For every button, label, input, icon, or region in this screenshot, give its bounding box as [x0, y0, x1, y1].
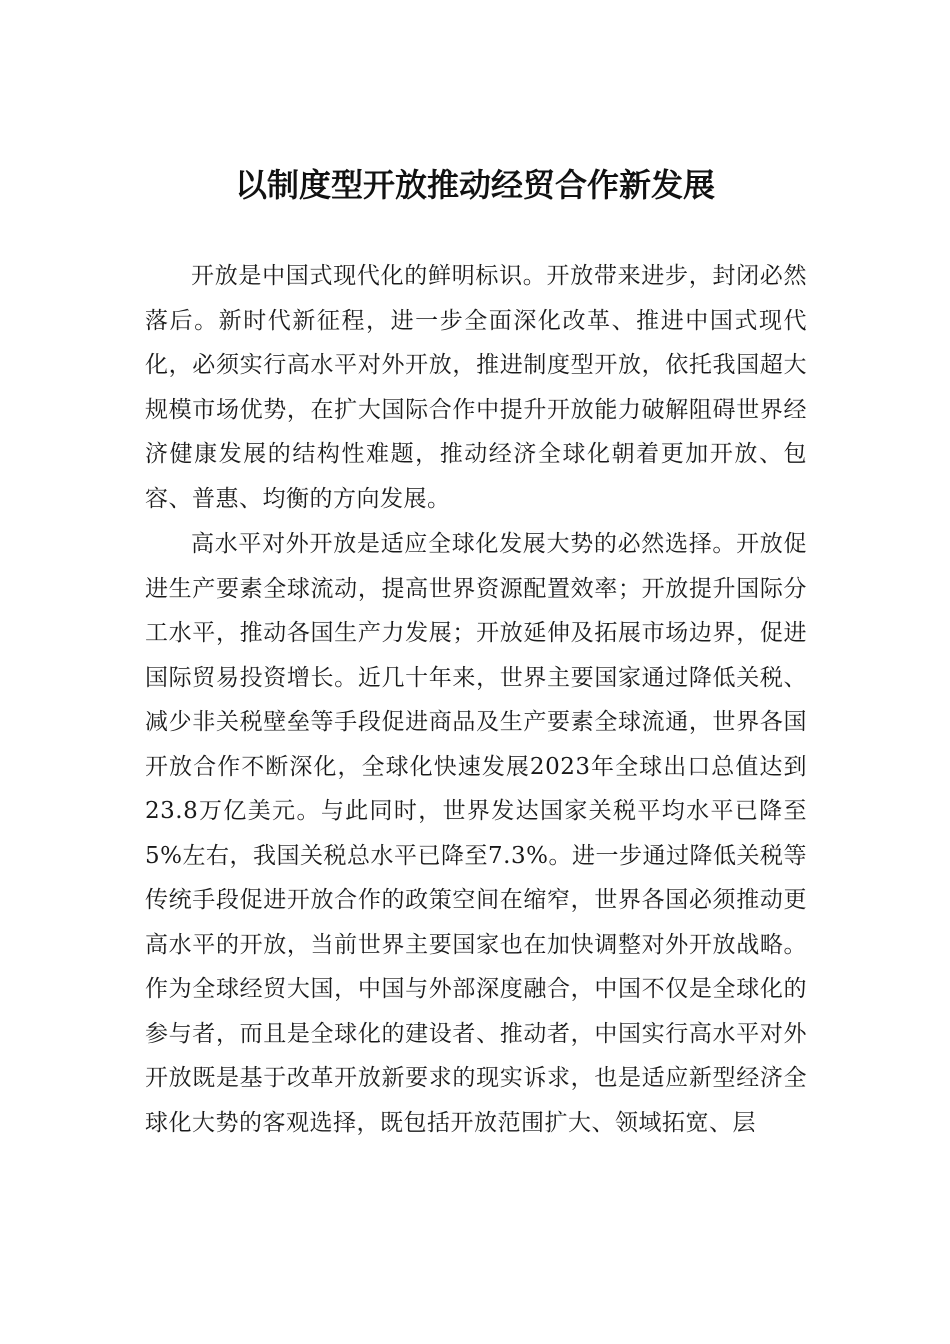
- document-body: [145, 254, 807, 1145]
- paragraph-opening: 开放是中国式现代化的鲜明标识。开放带来进步，封闭必然落后。新时代新征程，进一步全面深化改革、推进中国式现代化，必须实行高水平对外开放，推进制度型开放，依托我国超大规模市场优势，在扩大国际合作中提升开放能力破解阻碍世界经济健康发展的结构性难题，推动经济全球化朝着更加开放、包容、普惠、均衡的方向发展。: [145, 263, 807, 512]
- document-title: 以制度型开放推动经贸合作新发展: [234, 166, 715, 204]
- paragraph-high-level-opening: 高水平对外开放是适应全球化发展大势的必然选择。开放促进生产要素全球流动，提高世界资源配置效率；开放提升国际分工水平，推动各国生产力发展；开放延伸及拓展市场边界，促进国际贸易投资增长。近几十年来，世界主要国家通过降低关税、减少非关税壁垒等手段促进商品及生产要素全球流通，世界各国开放合作不断深化，全球化快速发展2023年全球出口总值达到23.8万亿美元。与此同时，世界发达国家关税平均水平已降至5%左右，我国关税总水平已降至7.3%。进一步通过降低关税等传统手段促进开放合作的政策空间在缩窄，世界各国必须推动更高水平的开放，当前世界主要国家也在加快调整对外开放战略。作为全球经贸大国，中国与外部深度融合，中国不仅是全球化的参与者，而且是全球化的建设者、推动者，中国实行高水平对外开放既是基于改革开放新要求的现实诉求，也是适应新型经济全球化大势的客观选择，既包括开放范围扩大、领域拓宽、层: [145, 531, 807, 1136]
